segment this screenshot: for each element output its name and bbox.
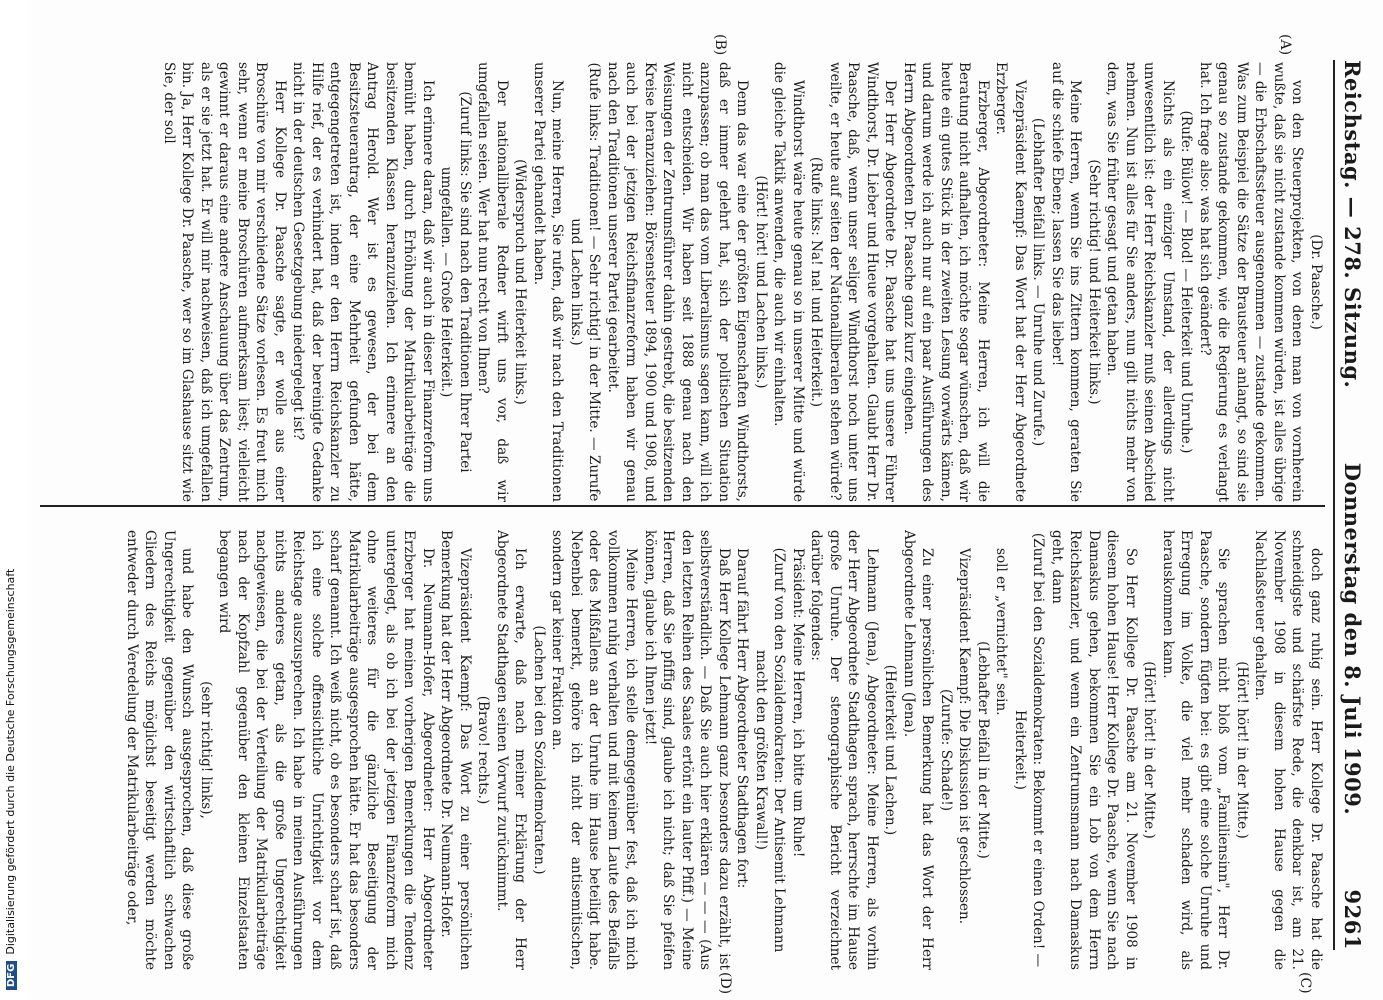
paragraph: (Hört! hört! in der Mitte.) (1234, 661, 1250, 839)
paragraph: (Heiterkeit und Lachen.) (882, 664, 899, 836)
paragraph: (Zuruf bei den Sozialdemokraten: Bekommt er einen Orden! — Heiterkeit.) (1012, 532, 1047, 968)
paragraph: So Herr Kollege Dr. Paasche am 21. November 1908 in diesem hohen Hause! Herr Kollege Dr. Paasche, wenn Sie nach Damaskus gehen, bekommen Sie ein Lob von dem Herrn Reichskanzler, und wenn ein Zentrumsmann nach Damaskus geht, dann (1049, 530, 1139, 970)
paragraph: (Sehr richtig! und Heiterkeit links.) (1086, 159, 1102, 405)
paragraph: (Lebhafter Beifall in der Mitte.) (975, 641, 991, 859)
paragraph: (Lachen bei den Sozialdemokraten.) (531, 625, 547, 875)
paragraph: doch ganz ruhig sein. Herr Kollege Dr. Paasche hat die schneidigste und schärfste Rede, die denkbar ist, am 21. November 1908 in diesem hohen Hause gegen die Nachlaßsteuer gehalten. (1252, 530, 1324, 970)
paragraph: Präsident: Meine Herren, ich bitte um Ruhe! (790, 548, 806, 858)
column-divider (40, 505, 1325, 507)
paragraph: Erzberger, Abgeordneter: Meine Herren, ich will die Beratung nicht aufhalten, ich möchte sogar wünschen, daß wir heute ein gutes Stück in der zweiten Lesung vorwärts kämen, und darum werde ich auch nur auf ein paar Ausführungen des Herrn Abgeordneten Dr. Paasche ganz kurz eingehen. (901, 62, 991, 502)
paragraph: Dr. Neumann-Hofer, Abgeordneter: Herr Abgeordneter Erzberger hat meinen vorherigen Bemerkungen die Tendenz untergelegt, als ob ich bei der jetzigen Finanzreform mich ohne weiteres für die gänzliche Beseitigung der Matrikularbeiträge ausgesprochen hätte. Er hat das besonders scharf genannt. Ich weiß nicht, ob es besonders scharf ist, daß ich eine solche offensichtliche Unrichtigkeit vor dem Reichstage auszusprechen. Ich habe in meinen Ausführungen nichts anderes getan, als die große Ungerechtigkeit nachgewiesen, die bei der Verteilung der Matrikularbeiträge nach der Kopfzahl gegenüber den kleinen Einzelstaaten begangen wird (216, 530, 436, 970)
left-column (40, 62, 1325, 502)
paragraph: Darauf fährt Herr Abgeordneter Stadthagen fort: (734, 548, 751, 889)
paragraph: soll er „vernichtet" sein. (993, 548, 1010, 716)
paragraph: Der nationalliberale Redner wirft uns vor, daß wir umgefallen seien. Wer hat nun recht von Ihnen? (475, 62, 510, 502)
paragraph: (Widerspruch und Heiterkeit links.) (512, 159, 529, 405)
paragraph: Denn das war eine der größten Eigenschaften Windthorsts, daß er immer gelehrt hat, sich der politischen Situation anzupassen; ob man das vom Liberalismus sagen kann, will ich nicht entscheiden. Wir haben seit 1888 genau nach den Weisungen der Zentrumsführer dahin gestrebt, die besitzenden Kreise heranzuziehen: Börsensteuer 1894, 1900 und 1908, und auch bei der jetzigen Reichsfinanzreform haben wir genau nach den Traditionen unserer Partei gearbeitet. (605, 62, 751, 502)
paragraph: (Rufe links: Na! na! und Heiterkeit.) (808, 156, 825, 408)
paragraph: Vizepräsident Kaempf: Die Diskussion ist geschlossen. (956, 548, 973, 925)
margin-marker-b: (B) (712, 34, 728, 56)
header-left: Reichstag. — 278. Sitzung. (1340, 60, 1366, 389)
paragraph: Nichts als ein einziger Umstand, der allerdings nicht unwesentlich ist: der Herr Reichskanzler muß seinen Abschied nehmen. Nun ist alles für Sie anders, nun gilt nichts mehr von dem, was Sie früher gesagt und getan haben. (1104, 62, 1176, 502)
paragraph: Vizepräsident Kaempf: Das Wort zu einer persönlichen Bemerkung hat der Herr Abgeordnete Dr. Neumann-Hofer. (438, 530, 473, 970)
page-header (1333, 60, 1373, 950)
paragraph: Lehmann (Jena), Abgeordneter: Meine Herren, als vorhin der Herr Abgeordnete Stadthagen sprach, herrschte im Hause große Unruhe. Der stenographische Bericht verzeichnet darüber folgendes: (808, 530, 880, 970)
right-column (40, 530, 1325, 970)
paragraph: Der Herr Abgeordnete Dr. Paasche hat uns unsere Führer Windthorst, Dr. Lieber und Hueue vorgehalten. Glaubt Herr Dr. Paasche, daß, wenn unser seliger Windthorst noch unter uns weilte, er heute auf seiten der Nationalliberalen stehen würde? (827, 62, 899, 502)
paragraph: (Hört! hört! und Lachen links.) (753, 175, 769, 389)
paragraph: Meine Herren, ich stelle demgegenüber fest, daß ich mich vollkommen ruhig verhalten und mit keinem Laute des Beifalls oder des Mißfallens an der Unruhe im Hause beteiligt habe. Nebenbei bemerkt, gehöre ich nicht der antisemitischen, sondern gar keiner Fraktion an. (549, 530, 640, 970)
paragraph: Sie sprachen nicht bloß vom „Familiensinn", Herr Dr. Paasche, sondern fügten bei: es gibt eine solche Unruhe und Erregung im Volke, die viel mehr schaden wird, als herauskommen kann. (1160, 530, 1232, 970)
paragraph: und habe den Wunsch ausgesprochen, daß diese große Ungerechtigkeit gegenüber den wirtschaftlich schwachen Gliedern des Reichs möglichst beseitigt werden möchte entweder durch Veredelung der Matrikularbeiträge oder, (124, 530, 196, 970)
paragraph: Ich erwarte, daß nach meiner Erklärung der Herr Abgeordnete Stadthagen seinen Vorwurf zurücknimmt. (494, 530, 529, 970)
paragraph: von den Steuerprojekten, von denen man von vornherein wußte, daß sie nicht zustande kommen würden, ist alles übrige — die Erbschaftssteuer ausgenommen — zustande gekommen. Was zum Beispiel die Sätze der Brausteuer anlangt, so sind sie genau so zustande gekommen, wie die Regierung es verlangt hat. Ich frage also: was hat sich geändert? (1197, 62, 1306, 502)
margin-marker-a: (A) (1277, 34, 1293, 56)
paragraph: Meine Herren, wenn Sie ins Zittern kommen, geraten Sie auf die schiefe Ebene; lassen Sie das lieber! (1049, 62, 1084, 502)
paragraph: (Lebhafter Beifall links. — Unruhe und Zurufe.) (1030, 117, 1047, 447)
paragraph: Daß Herr Kollege Lehmann ganz besonders dazu erzählt, ist selbstverständlich. — Daß Sie auch hier erklären — — — (Aus den letzten Reihen des Saales ertönt ein lauter Pfiff.) — Meine Herren, daß Sie pfiffig sind, glaube ich nicht; daß Sie pfeifen können, glaube ich Ihnen jetzt! (642, 530, 732, 970)
paragraph: (Zurufe: Schade!) (938, 688, 954, 812)
paragraph: (Bravo! rechts.) (475, 695, 492, 805)
paragraph: Ich erinnere daran, daß wir auch in dieser Finanzreform uns bemüht haben, durch Erhöhung der Matrikularbeiträge die besitzenden Klassen heranzuziehen. Ich erinnere an den Antrag Herold. Wer ist es gewesen, der bei dem Besitzsteuerantrag, der eine Mehrheit gefunden hätte, entgegengetreten ist, indem er den Herrn Reichskanzler zu Hilfe rief, der es verhindert hat, daß der bereinigte Gedanke nicht in der deutschen Gesetzgebung niedergelegt ist? (290, 62, 436, 502)
page-number: 9261 (1340, 889, 1366, 950)
margin-marker-c: (C) (1297, 972, 1313, 994)
footer-strip (0, 0, 28, 1000)
paragraph: (Rufe links: Traditionen! — Sehr richtig! in der Mitte. — Zurufe und Lachen links.) (568, 62, 603, 502)
margin-marker-d: (D) (717, 972, 733, 995)
header-rule (1333, 60, 1335, 950)
paragraph: Windthorst wäre heute genau so in unserer Mitte und würde die gleiche Taktik anwenden, die auch wir einhalten. (771, 62, 806, 502)
paragraph: (Rufe: Bülow! — Blod! — Heiterkeit und Unruhe.) (1178, 110, 1195, 454)
dfg-logo: DFG (6, 961, 17, 990)
paragraph: (Zuruf links: Sie sind nach den Traditionen Ihrer Partei umgefallen. — Große Heiterkeit.) (438, 91, 473, 473)
funding-note: Digitalisierung gefördert durch die Deutsche Forschungsgemeinschaft (4, 568, 17, 955)
paragraph: (Dr. Paasche.) (1308, 234, 1324, 330)
paragraph: Herr Kollege Dr. Paasche sagte, er wolle aus einer Broschüre von mir verschiedene Sätze vorlesen. Es freut mich sehr, wenn er meine Broschüren aufmerksam liest; vielleicht gewinnt er daraus eine andere Anschauung über das Zentrum, als er sie jetzt hat. Er will mir nachweisen, daß ich umgefallen bin. Ja, Herr Kollege Dr. Paasche, wer so im Glashause sitzt wie Sie, der soll (161, 62, 288, 502)
header-center: Donnerstag den 8. Juli 1909. (1340, 462, 1366, 816)
footer-text (4, 50, 17, 990)
paragraph: Vizepräsident Kaempf: Das Wort hat der Herr Abgeordnete Erzberger. (993, 62, 1028, 502)
paragraph: (Hört! hört! in der Mitte.) (1141, 661, 1158, 839)
paragraph: (Zuruf von den Sozialdemokraten: Der Antisemit Lehmann macht den größten Krawall!) (753, 547, 788, 953)
paragraph: Nun, meine Herren, Sie rufen, daß wir nach den Traditionen unserer Partei gehandelt haben. (531, 62, 566, 502)
paragraph: Zu einer persönlichen Bemerkung hat das Wort der Herr Abgeordnete Lehmann (Jena). (901, 530, 936, 970)
paragraph: (sehr richtig! links), (198, 681, 214, 819)
